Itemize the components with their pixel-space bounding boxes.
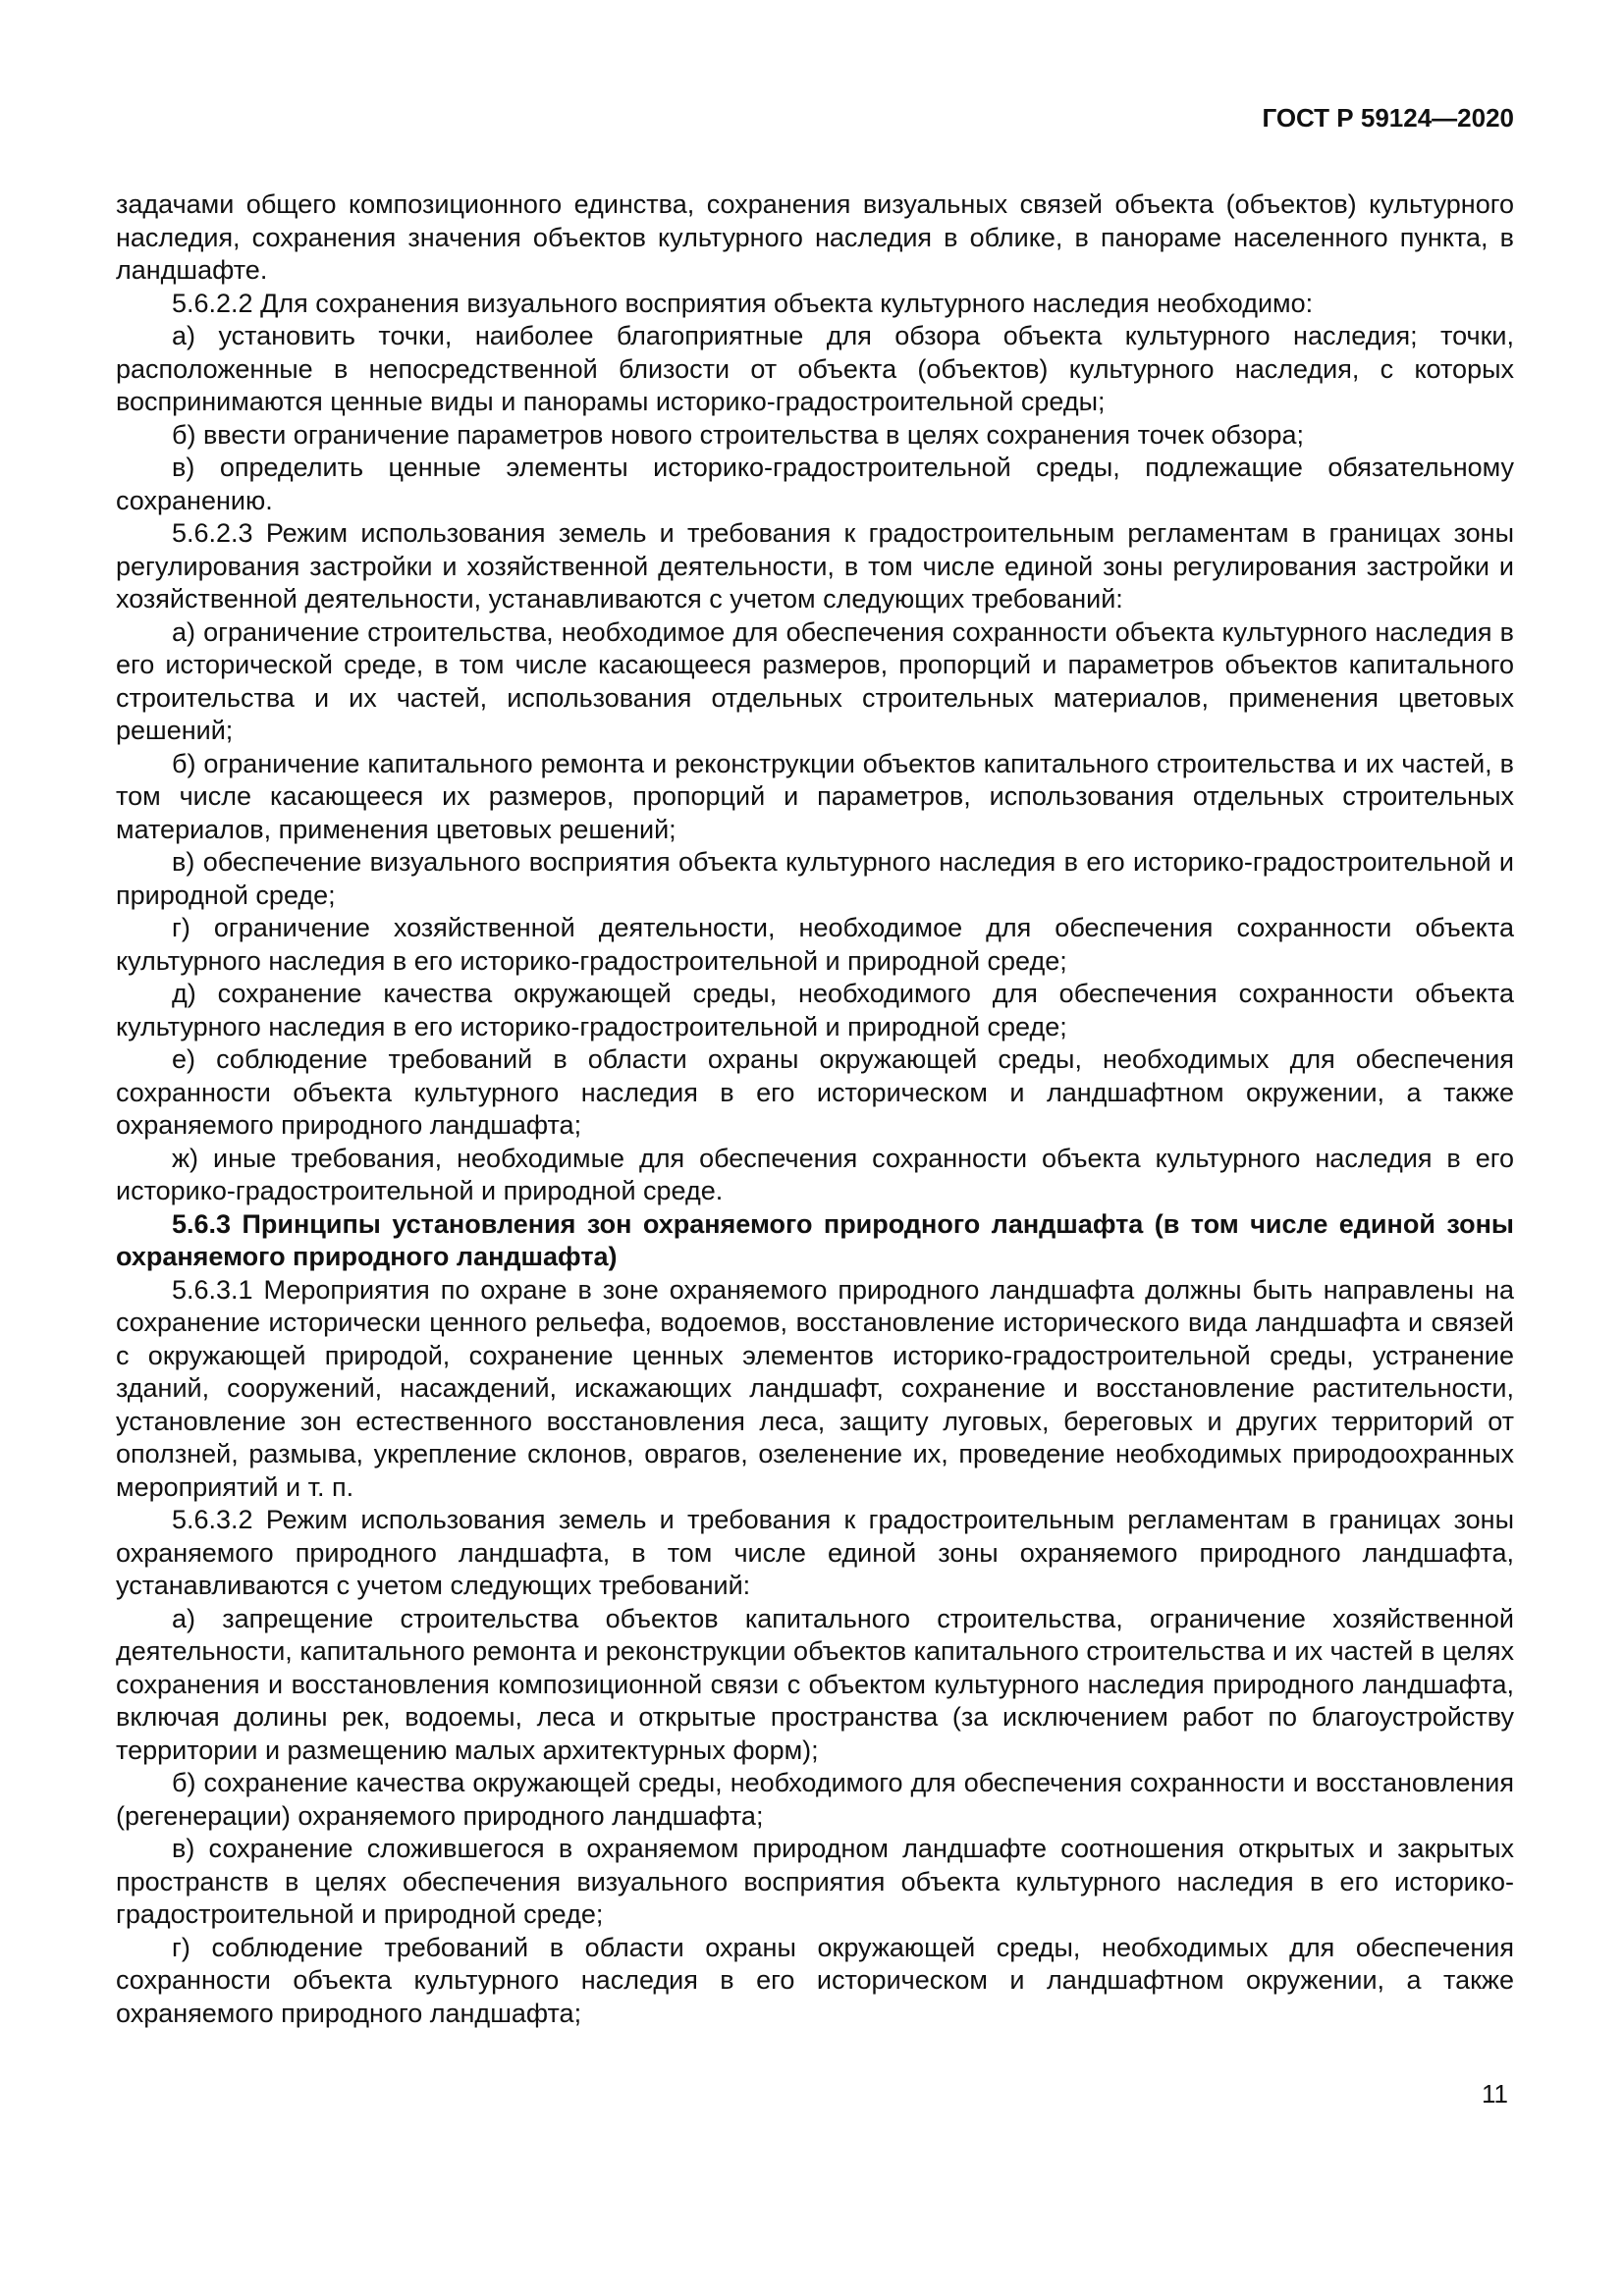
paragraph: в) определить ценные элементы историко-градостроительной среды, подлежащие обязательному сохранению. <box>116 453 1514 515</box>
paragraph: в) сохранение сложившегося в охраняемом природном ландшафте соотношения открытых и закрытых пространств в целях обеспечения визуального восприятия объекта культурного наследия в его историко-градостроительной и природной среде; <box>116 1834 1514 1930</box>
paragraph: а) установить точки, наиболее благоприятные для обзора объекта культурного наследия; точки, расположенные в непосредственной близости от объекта (объектов) культурного наследия, с которых воспринимаются ценные виды и панорамы историко-градостроительной среды; <box>116 321 1514 417</box>
paragraph: б) ввести ограничение параметров нового строительства в целях сохранения точек обзора; <box>172 419 1305 450</box>
paragraph: 5.6.3 Принципы установления зон охраняемого природного ландшафта (в том числе единой зоны охраняемого природного ландшафта) <box>116 1208 1514 1272</box>
paragraph: б) сохранение качества окружающей среды, необходимого для обеспечения сохранности и восстановления (регенерации) охраняемого природного ландшафта; <box>116 1768 1514 1831</box>
paragraph: в) обеспечение визуального восприятия объекта культурного наследия в его историко-градостроительной и природной среде; <box>116 847 1514 910</box>
document-body <box>116 188 1514 2030</box>
paragraph: ж) иные требования, необходимые для обеспечения сохранности объекта культурного наследия в его историко-градостроительной и природной среде. <box>116 1143 1514 1206</box>
paragraph: е) соблюдение требований в области охраны окружающей среды, необходимых для обеспечения сохранности объекта культурного наследия в его историческом и ландшафтном окружении, а также охраняемого природного ландшафта; <box>116 1044 1514 1141</box>
paragraph: а) запрещение строительства объектов капитального строительства, ограничение хозяйственной деятельности, капитального ремонта и реконструкции объектов капитального строительства и их частей в целях сохранения и восстановления композиционной связи с объектом культурного наследия природного ландшафта, включая долины рек, водоемы, леса и открытые пространства (за исключением работ по благоустройству территории и размещению малых архитектурных форм); <box>116 1603 1514 1765</box>
paragraph: а) ограничение строительства, необходимое для обеспечения сохранности объекта культурного наследия в его исторической среде, в том числе касающееся размеров, пропорций и параметров объектов капитального строительства и их частей, использования отдельных строительных материалов, применения цветовых решений; <box>116 616 1514 746</box>
paragraph: г) ограничение хозяйственной деятельности, необходимое для обеспечения сохранности объекта культурного наследия в его историко-градостроительной и природной среде; <box>116 913 1514 976</box>
paragraph: 5.6.2.2 Для сохранения визуального восприятия объекта культурного наследия необходимо: <box>172 288 1314 318</box>
paragraph: д) сохранение качества окружающей среды, необходимого для обеспечения сохранности объекта культурного наследия в его историко-градостроительной и природной среде; <box>116 979 1514 1041</box>
paragraph: 5.6.2.3 Режим использования земель и требования к градостроительным регламентам в границах зоны регулирования застройки и хозяйственной деятельности, в том числе единой зоны регулирования застройки и хозяйственной деятельности, устанавливаются с учетом следующих требований: <box>116 518 1514 614</box>
paragraph: б) ограничение капитального ремонта и реконструкции объектов капитального строительства и их частей, в том числе касающееся их размеров, пропорций и параметров, использования отдельных строительных материалов, применения цветовых решений; <box>116 748 1514 844</box>
paragraph: г) соблюдение требований в области охраны окружающей среды, необходимых для обеспечения сохранности объекта культурного наследия в его историческом и ландшафтном окружении, а также охраняемого природного ландшафта; <box>116 1932 1514 2028</box>
paragraph: 5.6.3.2 Режим использования земель и требования к градостроительным регламентам в границах зоны охраняемого природного ландшафта, в том числе единой зоны охраняемого природного ландшафта, устанавливаются с учетом следующих требований: <box>116 1505 1514 1601</box>
page-number: 11 <box>1482 2079 1508 2109</box>
paragraph: задачами общего композиционного единства, сохранения визуальных связей объекта (объектов) культурного наследия, сохранения значения объектов культурного наследия в облике, в панораме населенного пункта, в ландшафте. <box>116 189 1514 286</box>
doc-number-header: ГОСТ Р 59124—2020 <box>1262 103 1514 133</box>
paragraph: 5.6.3.1 Мероприятия по охране в зоне охраняемого природного ландшафта должны быть направлены на сохранение исторически ценного рельефа, водоемов, восстановление исторического вида ландшафта и связей с окружающей природой, сохранение ценных элементов историко-градостроительной среды, устранение зданий, сооружений, насаждений, искажающих ландшафт, сохранение и восстановление растительности, установление зон естественного восстановления леса, защиту луговых, береговых и других территорий от оползней, размыва, укрепление склонов, оврагов, озеленение их, проведение необходимых природоохранных мероприятий и т. п. <box>116 1274 1514 1502</box>
